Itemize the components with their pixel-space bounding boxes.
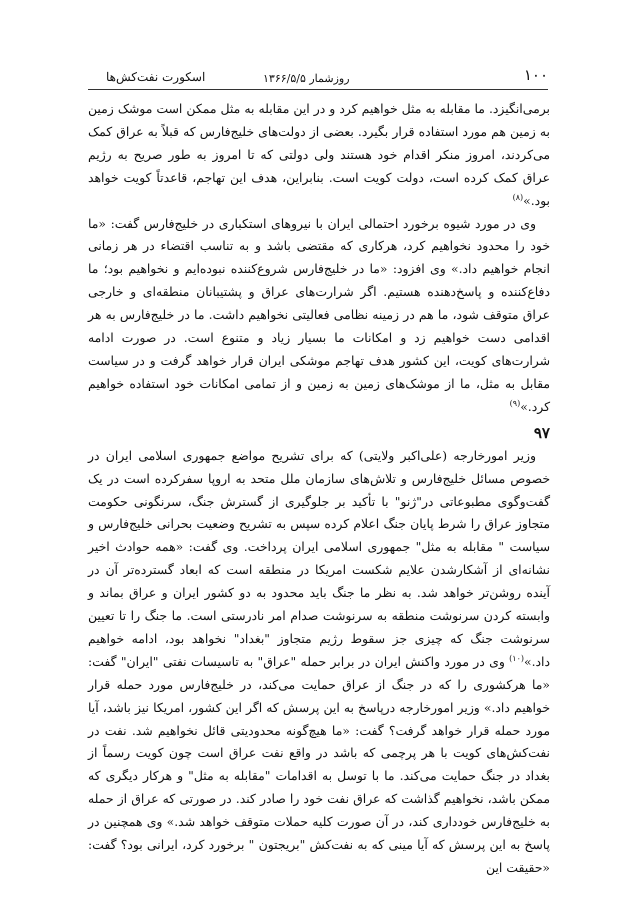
paragraph-3-text: وزیر امورخارجه (علی‌اکبر ولایتی) که برای تشریح مواضع جمهوری اسلامی ایران در خصوص مسائل خلیج‌فارس و تلاش‌های سازمان ملل متحد به اروپا سفرکرده است در یک گفت‌وگوی مطبوعاتی در"ژنو" با تأکید بر جلوگیری از گسترش جنگ، سرنگونی حکومت متجاوز عراق را شرط پایان جنگ اعلام کرده سپس به تشریح وضعیت بحرانی خلیج‌فارس و سیاست " مقابله به مثل" جمهوری اسلامی ایران پرداخت. وی گفت: «همه حوادث اخیر نشانه‌ای از آشکارشدن علایم شکست امریکا در منطقه است که ابعاد گسترده‌تر آن در آینده روشن‌تر خواهد شد. به نظر ما جنگ باید محدود به دو کشور ایران و عراق بماند و وابسته کردن سرنوشت منطقه به سرنوشت صدام امر نادرستی است. ما جنگ را تا تعیین سرنوشت جنگ که چیزی جز سقوط رژیم متجاوز "بغداد" نخواهد بود، ادامه خواهیم داد.»: [88, 447, 550, 669]
page-body: [88, 98, 550, 880]
page-number: ۱۰۰: [523, 66, 548, 84]
running-date: روزشمار ۱۳۶۶/۵/۵: [263, 72, 350, 85]
header-rule: [88, 89, 548, 90]
footnote-ref-8: (۸): [512, 192, 524, 202]
paragraph-3-continued: وی در مورد واکنش ایران در برابر حمله "عراق" به تاسیسات نفتی "ایران" گفت: «ما هرکشوری را که در جنگ از عراق حمایت می‌کند، در خلیج‌فارس مورد حمله قرار خواهیم داد.» وزیر امورخارجه درپاسخ به این پرسش که اگر این کشور، امریکا نیز باشد، آیا مورد حمله قرار خواهد گرفت؟ گفت: «ما هیچ‌گونه محدودیتی قائل نخواهیم شد. نفت در نفت‌کش‌های کویت با هر پرچمی که باشد در واقع نفت عراق است چون کویت رسماً از بغداد در جنگ حمایت می‌کند. ما با توسل به اقدامات "مقابله به مثل" و هرکار دیگری که ممکن باشد، نخواهیم گذاشت که عراق نفت خود را صادر کند. در صورتی که عراق از حمله به خلیج‌فارس خودداری کند، در آن صورت کلیه حملات متوقف خواهد شد.» وی همچنین در پاسخ به این پرسش که آیا مینی که به نفت‌کش "بریجتون " برخورد کرد، ایرانی بود؟ گفت: «حقیقت این: [88, 653, 550, 875]
footnote-ref-10: (۱۰): [509, 653, 524, 663]
paragraph-1: [88, 98, 550, 213]
footnote-ref-9: (۹): [509, 398, 521, 408]
paragraph-2-text: وی در مورد شیوه برخورد احتمالی ایران با نیروهای استکباری در خلیج‌فارس گفت: «ما خود را محدود نخواهیم کرد، هرکاری که مقتضی باشد و به تناسب اقتضاء در هر زمانی انجام خواهیم داد.» وی افزود: «ما در خلیج‌فارس شروع‌کننده نبوده‌ایم و نخواهیم بود؛ ما دفاع‌کننده و پاسخ‌دهنده هستیم. اگر شرارت‌های عراق و پشتیبانان منطقه‌ای و خارجی عراق متوقف شود، ما هم در زمینه نظامی فعالیتی نخواهیم داشت. ما در خلیج‌فارس به هر اقدامی دست خواهیم زد و امکانات ما بسیار زیاد و متنوع است. در صورت ادامه شرارت‌های کویت، این کشور هدف تهاجم موشکی ایران قرار خواهد گرفت و در سیاست مقابل به مثل، ما از موشک‌های زمین به زمین و از تمامی امکانات خود استفاده خواهیم کرد.»: [88, 215, 550, 414]
section-number: ۹۷: [533, 423, 550, 442]
running-title: اسکورت نفت‌کش‌ها: [106, 70, 206, 84]
paragraph-3: [88, 445, 550, 880]
running-header: [88, 66, 548, 88]
paragraph-1-text: برمی‌انگیزد. ما مقابله به مثل خواهیم کرد و در این مقابله به مثل ممکن است موشک زمین به زمین هم مورد استفاده قرار بگیرد. بعضی از دولت‌های خلیج‌فارس که قبلاً به عراق کمک می‌کردند، امروز منکر اقدام خود هستند ولی دولتی که تا امروز به طور صریح به رژیم عراق کمک کرده است، دولت کویت است. بنابراین، هدف این تهاجم، قاعدتاً کویت خواهد بود.»: [88, 101, 550, 208]
paragraph-2: [88, 213, 550, 419]
